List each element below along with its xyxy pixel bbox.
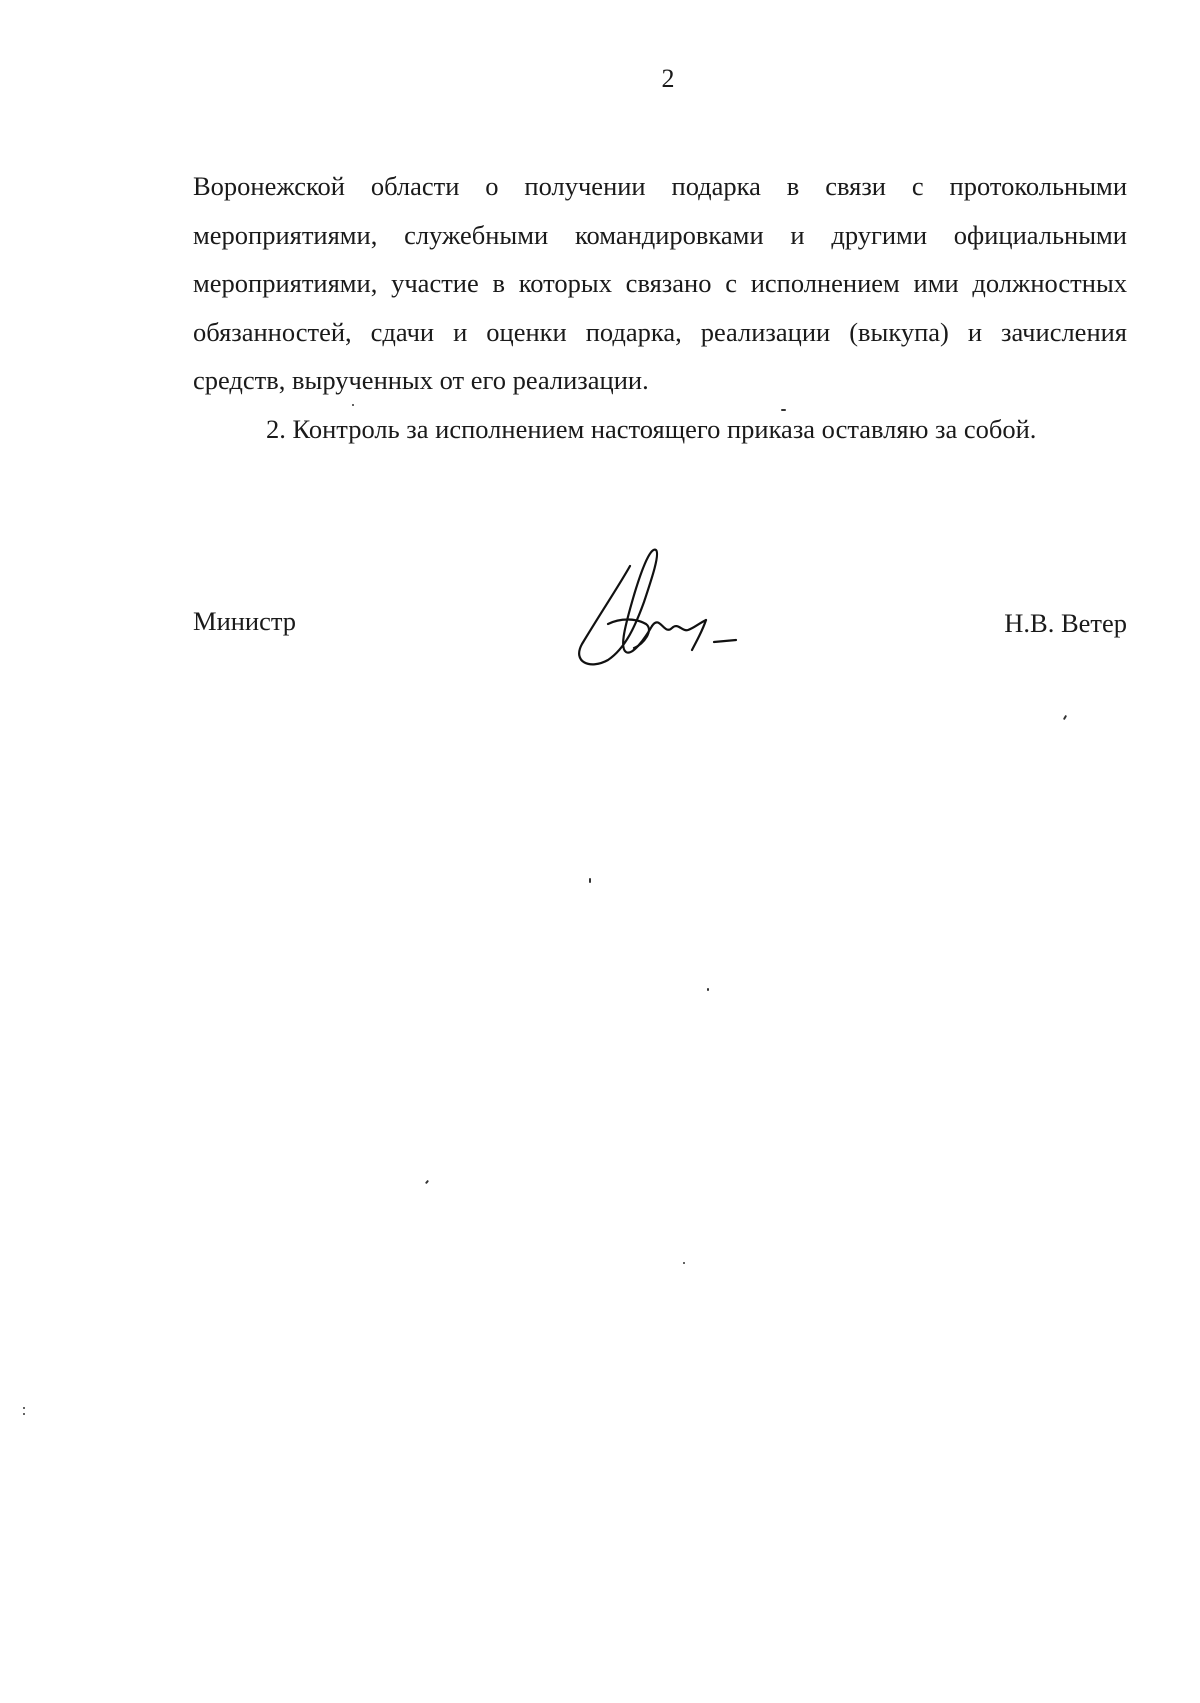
scan-speck: [781, 409, 786, 411]
scan-speck: [352, 404, 354, 406]
signer-name: Н.В. Ветер: [1004, 608, 1127, 638]
scan-speck: [683, 1262, 685, 1264]
signature-block: [0, 602, 1200, 682]
handwritten-signature-icon: [560, 544, 750, 674]
scan-speck: [707, 988, 709, 991]
scan-speck: [23, 1407, 25, 1409]
paragraph-2: 2. Контроль за исполнением настоящего приказа оставляю за собой.: [266, 413, 1037, 444]
page-number: 2: [661, 64, 675, 93]
scan-speck: [589, 878, 591, 883]
scan-speck: [23, 1413, 25, 1415]
scan-speck: [1063, 715, 1067, 720]
paragraph-1-line-4: обязанностей, сдачи и оценки подарка, реализации (выкупа) и зачисления: [193, 316, 1127, 347]
signer-title: Министр: [193, 606, 297, 636]
paragraph-1-line-1: Воронежской области о получении подарка в связи с протокольными: [193, 171, 1127, 201]
document-body: [193, 162, 1127, 453]
scan-speck: [425, 1180, 429, 1184]
paragraph-1-line-3: мероприятиями, участие в которых связано с исполнением ими должностных: [193, 268, 1127, 298]
paragraph-1-line-5: средств, вырученных от его реализации.: [193, 365, 649, 395]
paragraph-1-line-2: мероприятиями, служебными командировками и другими официальными: [193, 219, 1127, 250]
